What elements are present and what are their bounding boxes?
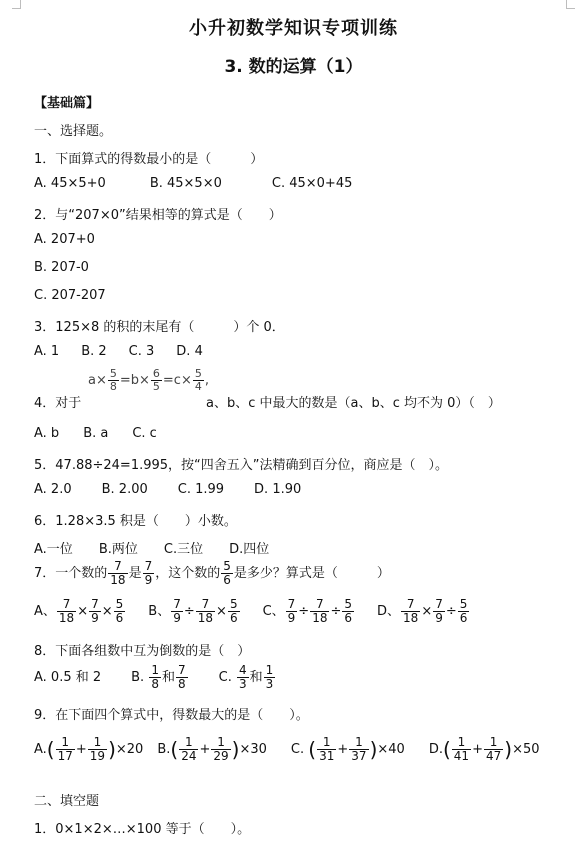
option: C. 45×0+45 [271, 176, 353, 191]
option: C.三位 [163, 542, 204, 557]
option: B.两位 [98, 542, 138, 557]
option-8c: C. $\frac{4}{3}$ 和 $\frac{1}{3}$ [218, 663, 274, 691]
question-3: 3．125×8 的积的末尾有（ ）个 0． [34, 320, 285, 335]
question-8: 8．下面各组数中互为倒数的是（ ） [34, 644, 251, 659]
page-corner-mark [566, 0, 575, 9]
option-9d: D.( $\frac{1}{41}$ + $\frac{1}{47}$ )×50 [428, 735, 540, 763]
option-7c: C、 $\frac{7}{9}$ ÷ $\frac{7}{18}$ ÷ $\frac{5}{6}$ [262, 597, 353, 625]
section-heading-basic: 【基础篇】 [34, 96, 100, 111]
question-9-options [34, 736, 540, 763]
option-7b: B、 $\frac{7}{9}$ ÷ $\frac{7}{18}$ × $\frac{5}{6}$ [148, 597, 238, 625]
fraction: $\frac{7}{18}$ [110, 559, 126, 587]
fraction: $\frac{5}{6}$ [223, 559, 231, 587]
question-5: 5．47.88÷24=1.995，按“四舍五入”法精确到百分位，商应是（ ）。 [34, 458, 449, 473]
question-2: 2．与“207×0”结果相等的算式是（ ） [34, 208, 282, 223]
option: A. 2.0 [34, 482, 72, 497]
question-1-options [34, 176, 352, 191]
fraction: $\frac{7}{9}$ [144, 559, 153, 587]
document-subtitle: 3. 数的运算（1） [224, 57, 363, 77]
option: B. 45×5×0 [149, 176, 222, 191]
part-heading-choice: 一、选择题。 [34, 124, 113, 139]
option: A. 207+0 [34, 232, 95, 247]
question-1: 1．下面算式的得数最小的是（ ） [34, 152, 264, 167]
question-8-options [34, 664, 276, 691]
question-4-expression: a× $\frac{5}{8}$ =b× $\frac{6}{5}$ =c× $\frac{5}{4}$ , [88, 367, 209, 393]
option: B. 207-0 [34, 260, 89, 275]
question-4-options [34, 426, 157, 441]
question-4-prefix: 4．对于 [34, 396, 82, 411]
question-4-suffix: a、b、c 中最大的数是（a、b、c 均不为 0）（ ） [206, 396, 501, 411]
fraction: $\frac{5}{8}$ [109, 367, 117, 393]
part-heading-fill: 二、填空题 [34, 794, 100, 809]
question-5-options [34, 482, 301, 497]
question-6-options [34, 538, 269, 557]
option-9a: A.( $\frac{1}{17}$ + $\frac{1}{19}$ )×20 [34, 735, 144, 763]
option: C. c [132, 426, 157, 441]
option: C. 207-207 [34, 288, 106, 303]
question-7: 7．一个数的 $\frac{7}{18}$ 是 $\frac{7}{9}$ ，这个数的 $\frac{5}{6}$ 是多少？算式是（ ） [34, 559, 390, 587]
fill-question-1: 1．0×1×2×…×100 等于（ ）。 [34, 822, 251, 837]
fraction: $\frac{5}{4}$ [194, 367, 202, 393]
option: D. 4 [176, 344, 203, 359]
question-9: 9．在下面四个算式中，得数最大的是（ ）。 [34, 708, 309, 723]
option: A. 1 [34, 344, 60, 359]
option: A. 0.5 和 2 [34, 670, 102, 685]
fraction: $\frac{6}{5}$ [152, 367, 160, 393]
option: A. b [34, 426, 60, 441]
option: C. 3 [128, 344, 155, 359]
option-7a: A、 $\frac{7}{18}$ × $\frac{7}{9}$ × $\frac{5}{6}$ [34, 597, 124, 625]
option-7d: D、 $\frac{7}{18}$ × $\frac{7}{9}$ ÷ $\frac{5}{6}$ [377, 597, 468, 625]
option: C. 1.99 [177, 482, 225, 497]
document-title: 小升初数学知识专项训练 [189, 18, 398, 39]
question-7-options [34, 598, 470, 625]
option-9c: C. ( $\frac{1}{31}$ + $\frac{1}{37}$ )×40 [290, 735, 405, 763]
option-9b: B.( $\frac{1}{24}$ + $\frac{1}{29}$ )×30 [157, 735, 267, 763]
question-6: 6．1.28×3.5 积是（ ）小数。 [34, 514, 237, 529]
question-3-options [34, 344, 203, 359]
option: A.一位 [34, 542, 73, 557]
option-8b: B. $\frac{1}{8}$ 和 $\frac{7}{8}$ [131, 663, 186, 691]
option: B. 2.00 [101, 482, 148, 497]
option: D.四位 [229, 542, 270, 557]
option: B. 2 [81, 344, 107, 359]
option: D. 1.90 [254, 482, 302, 497]
page-corner-mark [12, 0, 21, 9]
option: A. 45×5+0 [34, 176, 106, 191]
option: B. a [83, 426, 109, 441]
